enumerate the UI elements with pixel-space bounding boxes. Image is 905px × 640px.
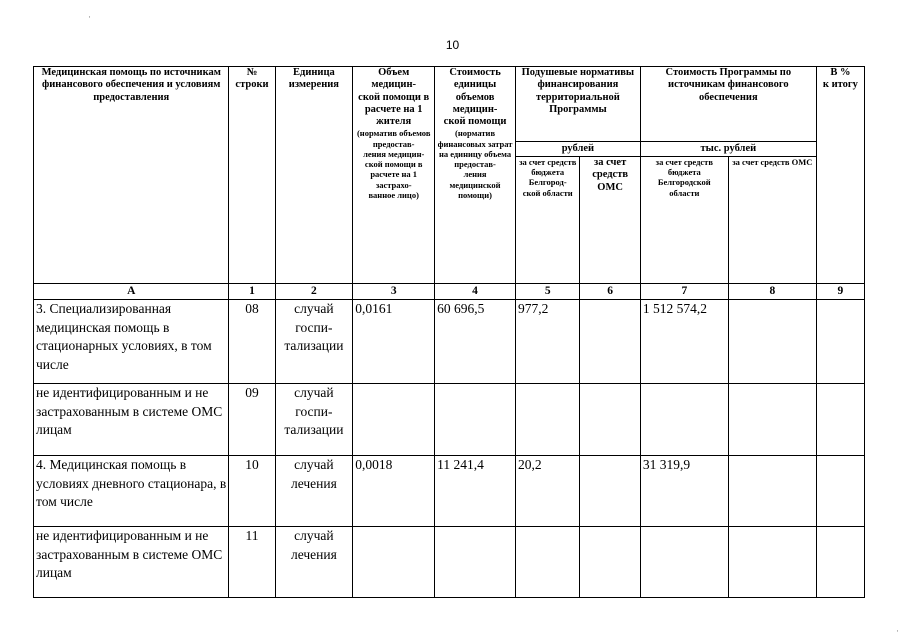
row-cost-oms — [728, 527, 816, 598]
table-row — [34, 300, 865, 384]
row-line-number: 10 — [229, 456, 275, 527]
row-unit: случай госпи- тализации — [275, 384, 353, 456]
header-per-capita-group: Подушевые нормативы финансирования территориальной Программы — [515, 67, 640, 142]
row-unit: случай госпи- тализации — [275, 300, 353, 384]
row-unit-cost: 60 696,5 — [435, 300, 516, 384]
header-program-cost-group: Стоимость Программы по источникам финансового обеспечения — [640, 67, 816, 142]
header-col-1: № строки — [229, 67, 275, 284]
row-cost-oms — [728, 384, 816, 456]
column-number: 1 — [229, 284, 275, 300]
row-cost-oms — [728, 456, 816, 527]
scan-speck: · — [896, 626, 899, 636]
column-number: 4 — [435, 284, 516, 300]
row-per-capita-oms — [580, 300, 640, 384]
row-volume — [353, 384, 435, 456]
table-row — [34, 456, 865, 527]
row-volume — [353, 527, 435, 598]
row-per-capita-budget: 977,2 — [515, 300, 579, 384]
row-per-capita-budget — [515, 384, 579, 456]
row-name: 4. Медицинская помощь в условиях дневного стационара, в том числе — [34, 456, 229, 527]
row-cost-oms — [728, 300, 816, 384]
row-cost-budget: 31 319,9 — [640, 456, 728, 527]
row-name: не идентифицированным и не застрахованным в системе ОМС лицам — [34, 527, 229, 598]
column-number: 7 — [640, 284, 728, 300]
column-number: А — [34, 284, 229, 300]
page-number: 10 — [445, 38, 460, 52]
table-row — [34, 527, 865, 598]
row-cost-budget: 1 512 574,2 — [640, 300, 728, 384]
column-number: 9 — [816, 284, 864, 300]
header-unit-rub: рублей — [515, 142, 640, 157]
scan-speck: · — [88, 12, 91, 22]
row-name: не идентифицированным и не застрахованным в системе ОМС лицам — [34, 384, 229, 456]
table-row — [34, 384, 865, 456]
row-unit-cost — [435, 527, 516, 598]
financing-table — [33, 66, 865, 598]
column-number-row — [34, 284, 865, 300]
row-line-number: 11 — [229, 527, 275, 598]
row-unit: случай лечения — [275, 456, 353, 527]
column-number: 2 — [275, 284, 353, 300]
row-percent — [816, 300, 864, 384]
row-per-capita-oms — [580, 456, 640, 527]
row-unit-cost: 11 241,4 — [435, 456, 516, 527]
row-cost-budget — [640, 527, 728, 598]
row-volume: 0,0161 — [353, 300, 435, 384]
row-cost-budget — [640, 384, 728, 456]
header-col-a: Медицинская помощь по источникам финансового обеспечения и условиям предоставления — [34, 67, 229, 284]
header-col-2: Единица измерения — [275, 67, 353, 284]
row-per-capita-oms — [580, 384, 640, 456]
header-col-8: за счет средств ОМС — [728, 157, 816, 284]
header-col-5: за счет средств бюджета Белгород- ской области — [515, 157, 579, 284]
header-col-9: В % к итогу — [816, 67, 864, 284]
column-number: 8 — [728, 284, 816, 300]
row-per-capita-budget — [515, 527, 579, 598]
row-line-number: 08 — [229, 300, 275, 384]
row-unit-cost — [435, 384, 516, 456]
header-col-4-note: (норматив финансовых затрат на единицу объема предостав- ления медицинской помощи) — [437, 128, 513, 200]
header-col-3-title: Объем медицин- ской помощи в расчете на 1 жителя — [358, 67, 430, 128]
header-col-4 — [435, 67, 516, 284]
header-col-3-note: (норматив объемов предостав- ления медицин- ской помощи в расчете на 1 застрахо- ванное лицо) — [356, 128, 431, 200]
row-percent — [816, 527, 864, 598]
header-col-7: за счет средств бюджета Белгородской области — [640, 157, 728, 284]
row-unit: случай лечения — [275, 527, 353, 598]
header-col-6: за счет средств ОМС — [580, 157, 640, 284]
row-volume: 0,0018 — [353, 456, 435, 527]
header-col-4-title: Стоимость единицы объемов медицин- ской помощи — [443, 67, 507, 128]
column-number: 3 — [353, 284, 435, 300]
column-number: 6 — [580, 284, 640, 300]
row-percent — [816, 456, 864, 527]
header-col-3 — [353, 67, 435, 284]
row-per-capita-oms — [580, 527, 640, 598]
row-name: 3. Специализированная медицинская помощь в стационарных условиях, в том числе — [34, 300, 229, 384]
row-line-number: 09 — [229, 384, 275, 456]
row-per-capita-budget: 20,2 — [515, 456, 579, 527]
column-number: 5 — [515, 284, 579, 300]
header-unit-thousand-rub: тыс. рублей — [640, 142, 816, 157]
row-percent — [816, 384, 864, 456]
